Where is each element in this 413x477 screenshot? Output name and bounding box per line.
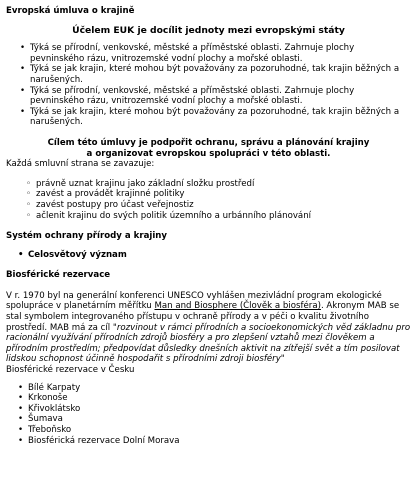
list-item: • Týká se jak krajin, které mohou být považovány za pozoruhodné, tak krajin běžných a narušených. — [8, 107, 411, 128]
list-item: ◦ ačlenit krajinu do svých politik územního a urbánního plánování — [6, 211, 411, 222]
list-item: • Týká se přírodní, venkovské, městské a příměstské oblasti. Zahrnuje plochy pevninského rázu, vnitrozemské vodní plochy a mořské oblasti. — [8, 86, 411, 107]
list-item: ◦ zavést a provádět krajinné politiky — [6, 189, 411, 200]
list-item: ◦ zavést postupy pro účast veřejnostiz — [6, 200, 411, 211]
list-item: • Celosvětový význam — [6, 250, 411, 261]
system-heading: Systém ochrany přírody a krajiny — [6, 231, 168, 242]
mab-link[interactable]: Man and Biosphere (Člověk a biosféra) — [154, 301, 321, 312]
section2-heading: Cílem této úmluvy je podpořit ochranu, správu a plánování krajiny a organizovat evropskou spolupráci v této oblasti. — [47, 137, 370, 159]
document-title: Evropská úmluva o krajině — [6, 6, 135, 16]
biosphere-heading: Biosférické rezervace — [6, 270, 111, 281]
list-item: ◦ právně uznat krajinu jako základní složku prostředí — [6, 179, 411, 190]
paragraph-text: V r. 1970 byl na generální konferenci UNESCO vyhlášen mezivládní program ekologické spolupráce v planetárním měřítku — [6, 290, 382, 312]
list-item: • Šumava — [6, 414, 411, 425]
biosphere-paragraph — [6, 291, 411, 365]
list-item: • Týká se přírodní, venkovské, městské a příměstské oblasti. Zahrnuje plochy pevninského rázu, vnitrozemské vodní plochy a mořské oblasti. — [8, 43, 411, 64]
list-item: • Týká se jak krajin, které mohou být považovány za pozoruhodné, tak krajin běžných a narušených. — [8, 64, 411, 85]
section2-list — [6, 179, 411, 221]
paragraph-text: . Akronym MAB se stal symbolem integrovaného přístupu v ochraně přírody a v péči o kvalitu životního prostředí. MAB má za cíl — [6, 301, 400, 333]
section2-intro: Každá smluvní strana se zavazuje: — [6, 159, 155, 170]
list-item: • Křivoklátsko — [6, 404, 411, 415]
list-item: • Bílé Karpaty — [6, 383, 411, 394]
list-item: • Krkonoše — [6, 393, 411, 404]
section1-list — [8, 43, 411, 128]
mab-quote: "rozvinout v rámci přírodních a socioekonomických věd základnu pro racionální využívání přírodních zdrojů biosféry a pro zlepšení vztahů mezi člověkem a přírodním prostředím; předpovídat důsledky dnešních aktivit na zítřejší svět a tím posilovat lidskou schopnost účinně hospodařit s přírodními zdroji biosféry" — [6, 322, 411, 365]
list-item: • Třeboňsko — [6, 425, 411, 436]
system-list — [6, 250, 411, 261]
section1-heading: Účelem EUK je docílit jednoty mezi evropskými státy — [72, 24, 345, 36]
reserves-title: Biosférické rezervace v Česku — [6, 365, 135, 376]
reserves-list — [6, 383, 411, 447]
list-item: • Biosférická rezervace Dolní Morava — [6, 436, 411, 447]
